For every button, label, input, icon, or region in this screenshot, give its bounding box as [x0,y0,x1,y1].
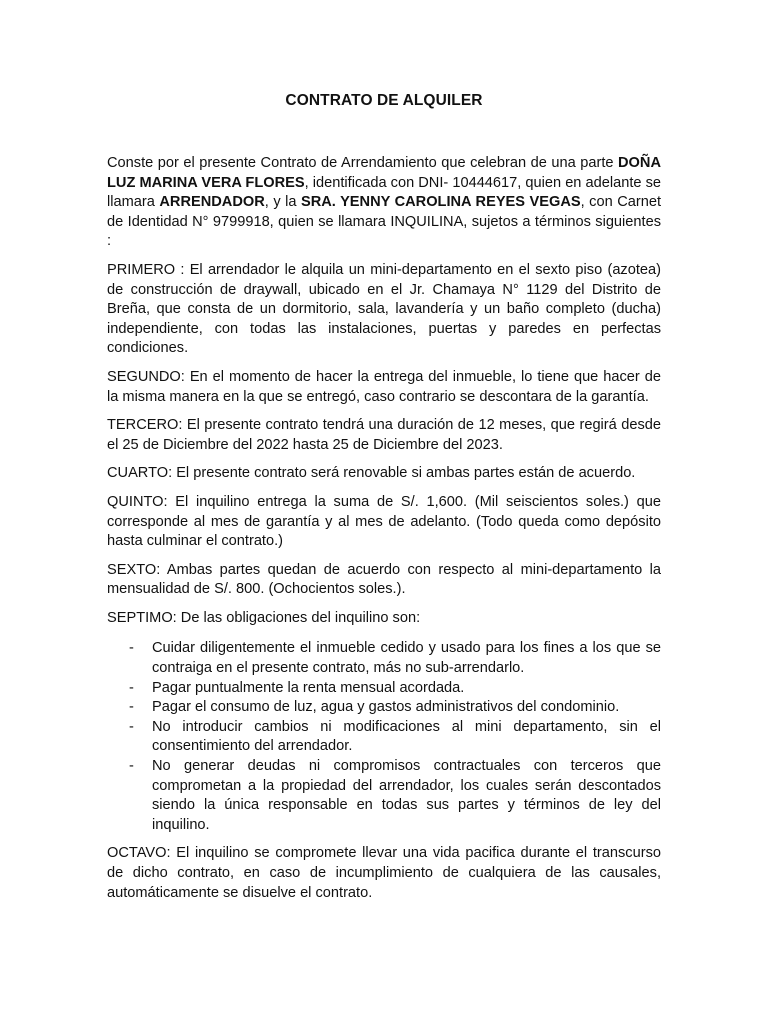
list-item [107,698,661,718]
intro-text-2: , identificada con DNI- 10444617, quien en adelante se llamara [107,174,661,211]
lessor-role: ARRENDADOR [159,194,265,211]
clause-segundo: SEGUNDO: En el momento de hacer la entrega del inmueble, lo tiene que hacer de la misma manera en la que se entregó, caso contrario se descontara de la garantía. [107,368,661,405]
obligations-list-wrapper [107,637,661,835]
list-dash: - [129,679,134,696]
tenant-name: SRA. YENNY CAROLINA REYES VEGAS [300,194,581,211]
list-item [107,639,661,678]
list-item [107,757,661,835]
intro-text-3: , y la [264,194,301,211]
intro-text-4: , con Carnet de Identidad N° 9799918, quien se llamara INQUILINA, sujetos a términos siguientes : [107,194,662,250]
obligations-list [107,639,661,835]
clause-sexto: SEXTO: Ambas partes quedan de acuerdo con respecto al mini-departamento la mensualidad de S/. 800. (Ochocientos soles.). [107,561,661,598]
clause-quinto: QUINTO: El inquilino entrega la suma de S/. 1,600. (Mil seiscientos soles.) que corresponde al mes de garantía y al mes de adelanto. (Todo queda como depósito hasta culminar el contrato.) [107,493,661,550]
document-title: CONTRATO DE ALQUILER [285,92,483,109]
obligation-text: Cuidar diligentemente el inmueble cedido y usado para los fines a los que se contraiga en el presente contrato, más no sub-arrendarlo. [152,640,661,677]
intro-text-1: Conste por el presente Contrato de Arrendamiento que celebran de una parte [107,155,619,171]
list-dash: - [129,640,134,657]
obligation-text: Pagar el consumo de luz, agua y gastos administrativos del condominio. [152,699,620,716]
clause-tercero: TERCERO: El presente contrato tendrá una duración de 12 meses, que regirá desde el 25 de Diciembre del 2022 hasta 25 de Diciembre del 2023. [107,417,661,453]
list-item [107,679,661,699]
list-dash: - [129,699,134,716]
list-item [107,718,661,757]
obligation-text: Pagar puntualmente la renta mensual acordada. [152,679,465,696]
list-dash: - [129,758,134,775]
clause-cuarto: CUARTO: El presente contrato será renovable si ambas partes están de acuerdo. [107,465,636,482]
lessor-name: DOÑA LUZ MARINA VERA FLORES [107,155,661,191]
intro-paragraph [107,154,661,252]
obligation-text: No introducir cambios ni modificaciones al mini departamento, sin el consentimiento del arrendador. [152,718,661,755]
clause-primero: PRIMERO : El arrendador le alquila un mini-departamento en el sexto piso (azotea) de construcción de draywall, ubicado en el Jr. Chamaya N° 1129 del Distrito de Breña, que consta de un dormitorio, sala, lavandería y un baño completo (ducha) independiente, con todas las instalaciones, puertas y paredes en perfectas condiciones. [107,261,661,357]
clause-octavo: OCTAVO: El inquilino se compromete llevar una vida pacifica durante el transcurso de dicho contrato, en caso de incumplimiento de cualquiera de las causales, automáticamente se disuelve el contrato. [107,845,661,901]
list-dash: - [129,718,134,735]
obligation-text: No generar deudas ni compromisos contractuales con terceros que comprometan a la propiedad del arrendador, los cuales serán descontados siendo la única responsable en todas sus partes y términos de ley del inquilino. [152,758,661,833]
clause-septimo: SEPTIMO: De las obligaciones del inquilino son: [107,609,421,626]
